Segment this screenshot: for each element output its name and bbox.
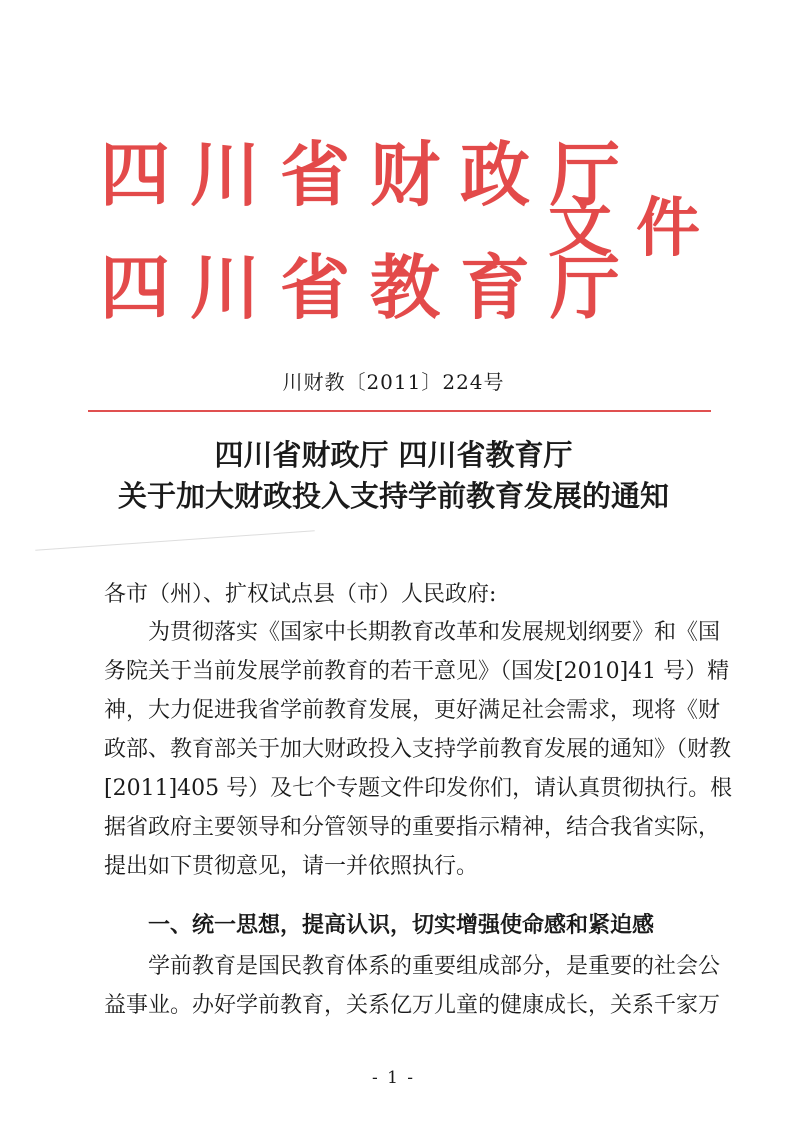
- paragraph-1-line: 务院关于当前发展学前教育的若干意见》（国发[2010]41 号）精: [104, 659, 730, 684]
- paragraph-1-line: 政部、教育部关于加大财政投入支持学前教育发展的通知》（财教: [104, 737, 732, 762]
- paragraph-2-line: 益事业。办好学前教育，关系亿万儿童的健康成长，关系千家万: [104, 993, 721, 1018]
- paragraph-1-line: 据省政府主要领导和分管领导的重要指示精神，结合我省实际，: [104, 815, 721, 840]
- issuer-education-department: 四川省教育厅: [100, 246, 640, 329]
- section-1-heading: 一、统一思想，提高认识，切实增强使命感和紧迫感: [148, 913, 655, 938]
- paragraph-1: [104, 620, 733, 902]
- paragraph-1-line: 为贯彻落实《国家中长期教育改革和发展规划纲要》和《国: [148, 620, 721, 645]
- paragraph-1-line: [2011]405 号）及七个专题文件印发你们，请认真贯彻执行。根: [104, 776, 733, 801]
- paragraph-1-line: 神，大力促进我省学前教育发展，更好满足社会需求，现将《财: [104, 698, 721, 723]
- document-title-line-2: 关于加大财政投入支持学前教育发展的通知: [117, 479, 669, 513]
- document-type-label: 文件: [548, 191, 724, 266]
- salutation: 各市（州）、扩权试点县（市）人民政府:: [104, 582, 497, 607]
- issuer-finance-department: 四川省财政厅: [100, 133, 640, 216]
- page-number: - 1 -: [371, 1068, 416, 1088]
- paragraph-1-line: 提出如下贯彻意见，请一并依照执行。: [104, 854, 479, 879]
- paragraph-2-line: 学前教育是国民教育体系的重要组成部分，是重要的社会公: [148, 954, 721, 979]
- scan-artifact: [35, 530, 314, 551]
- document-number: 川财教〔2011〕224号: [282, 370, 505, 394]
- paragraph-2: [104, 954, 721, 1036]
- red-divider-line: [88, 410, 711, 412]
- document-title-line-1: 四川省财政厅 四川省教育厅: [214, 438, 573, 472]
